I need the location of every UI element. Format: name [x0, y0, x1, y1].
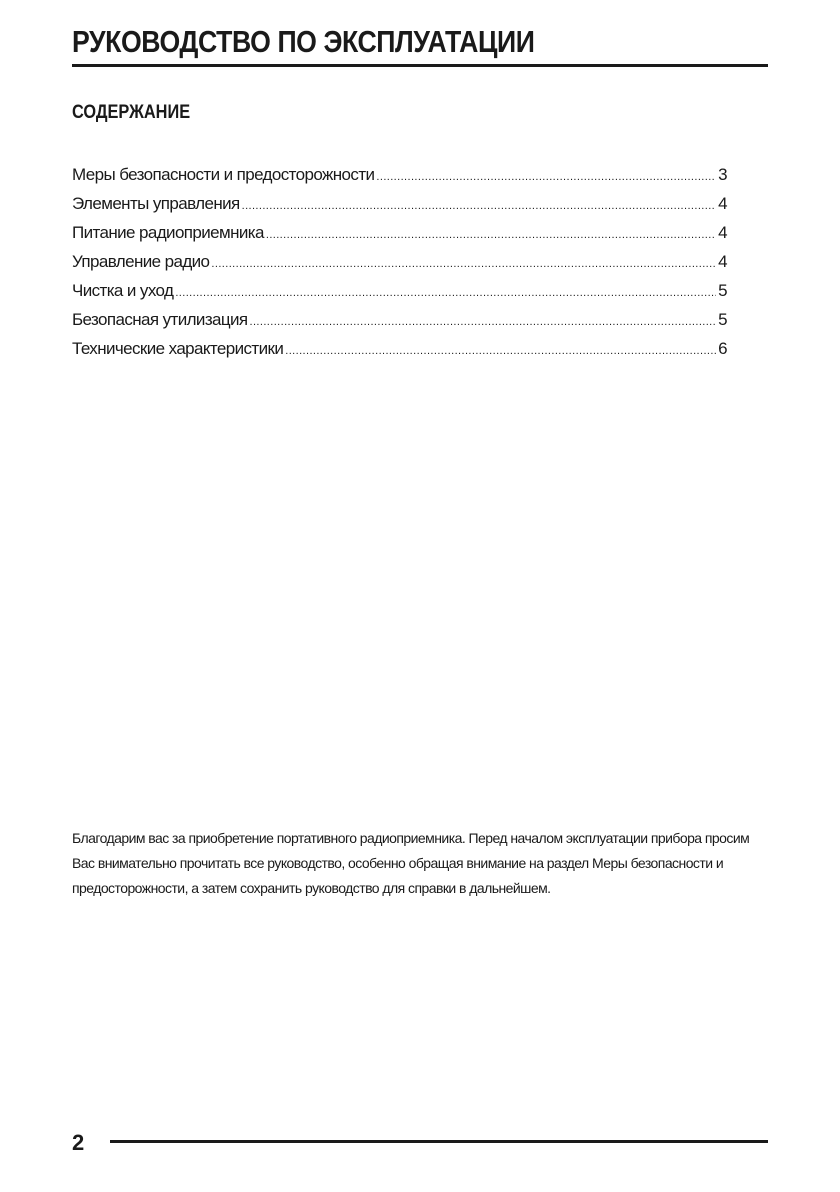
toc-item-page: 6: [718, 339, 727, 358]
page-title: РУКОВОДСТВО ПО ЭКСПЛУАТАЦИИ: [72, 24, 535, 59]
toc-heading: СОДЕРЖАНИЕ: [72, 102, 191, 123]
toc-item-label: Безопасная утилизация: [72, 310, 248, 329]
toc-item-label: Элементы управления: [72, 194, 240, 213]
title-divider: [72, 64, 768, 67]
toc-item-label: Технические характеристики: [72, 339, 284, 358]
toc-item-cleaning: [72, 276, 727, 305]
toc-leader-dots: [285, 337, 716, 366]
toc-item-label: Чистка и уход: [72, 281, 174, 300]
toc-item-controls: [72, 189, 727, 218]
toc-item-power: [72, 218, 727, 247]
toc-leader-dots: [242, 192, 717, 221]
toc-item-label: Меры безопасности и предосторожности: [72, 165, 375, 184]
toc-leader-dots: [211, 250, 716, 279]
toc-item-page: 4: [718, 223, 727, 242]
toc-item-page: 5: [718, 281, 727, 300]
toc-item-safety: [72, 160, 727, 189]
toc-item-page: 3: [718, 165, 727, 184]
toc-item-page: 5: [718, 310, 727, 329]
toc-item-specifications: [72, 334, 727, 363]
toc-leader-dots: [250, 308, 717, 337]
toc-item-label: Управление радио: [72, 252, 210, 271]
page-number: 2: [72, 1130, 85, 1155]
intro-paragraph: Благодарим вас за приобретение портативного радиоприемника. Перед началом эксплуатации прибора просим Вас внимательно прочитать все руководство, особенно обращая внимание на раздел Меры безопасности и предосторожности, а затем сохранить руководство для справки в дальнейшем.: [72, 830, 750, 896]
toc-leader-dots: [376, 163, 716, 192]
toc-item-page: 4: [718, 252, 727, 271]
toc-item-page: 4: [718, 194, 727, 213]
toc-item-radio-operation: [72, 247, 727, 276]
toc-item-label: Питание радиоприемника: [72, 223, 264, 242]
toc-leader-dots: [266, 221, 716, 250]
footer-divider: [110, 1140, 768, 1143]
table-of-contents: [72, 160, 727, 363]
toc-item-disposal: [72, 305, 727, 334]
toc-leader-dots: [175, 279, 716, 308]
